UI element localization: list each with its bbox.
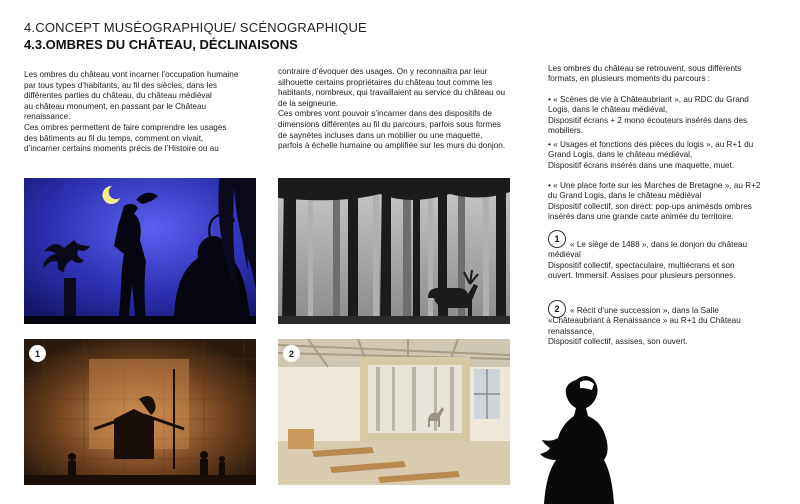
intro-paragraph-1: Les ombres du château vont incarner l’occupation humaine par tous types d’habitants, au fil des siècles, dans les différentes parties du château, du château médiéval au château monument, en passant par le Château renaissance. Ces ombres permettent de faire comprendre les usages des bâtiments au fil du temps, comment on vivait, d’incarner certains moments précis de l’Histoire ou au	[24, 70, 239, 154]
image-number-badge: 2	[283, 345, 300, 362]
item-siege-1488: « Le siège de 1488 », dans le donjon du château médiéval Dispositif collectif, spectaculaire, multiécrans et son ouvert. Immersif. Assises pour plusieurs personnes.	[548, 240, 748, 281]
item-recit-succession: « Récit d’une succession », dans la Salle «Châteaubriant à Renaissance » au R+1 du Château renaissance, Dispositif collectif, assises, son ouvert.	[548, 306, 741, 347]
shadow-theatre-night-image	[24, 178, 256, 324]
bullet-scenes-de-vie: • « Scènes de vie à Châteaubriant », au RDC du Grand Logis, dans le château médiéval, Dispositif écrans + 2 mono écouteurs insérés dans des mobiliers.	[548, 95, 749, 136]
page-title: 4.3.OMBRES DU CHÂTEAU, DÉCLINAISONS	[24, 37, 298, 52]
woman-silhouette-illustration	[528, 372, 628, 504]
forest-silhouette-image	[278, 178, 510, 324]
section-heading: 4.CONCEPT MUSÉOGRAPHIQUE/ SCÉNOGRAPHIQUE	[24, 20, 367, 35]
image-number-badge: 1	[29, 345, 46, 362]
intro-paragraph-2: contraire d’évoquer des usages. On y reconnaitra par leur silhouette certains propriétaires du château tout comme les habitants, nombreux, qui travaillaient au service du château ou de la seigneurie. Ces ombres vont pouvoir s’incarner dans des dispositifs de dimensions différentes au fil du parcours, parfois sous formes de saynètes incluses dans un mobilier ou une maquette, parfois à échelle humaine ou amplifiée sur les murs du donjon.	[278, 67, 506, 151]
item-number-badge: 1	[548, 230, 566, 248]
bullet-place-forte: • « Une place forte sur les Marches de Bretagne », au R+2 du Grand Logis, dans le château médiéval Dispositif collectif, son direct: pop-ups animésds ombres insérés dans une grande carte animée du territoire.	[548, 181, 761, 222]
siege-1488-room-image	[24, 339, 256, 485]
recit-succession-gallery-image	[278, 339, 510, 485]
bullet-usages-fonctions: • « Usages et fonctions des pièces du logis », au R+1 du Grand Logis, dans le château médiéval, Dispositif écrans insérés dans une maquette, muet.	[548, 140, 754, 170]
item-number-badge: 2	[548, 300, 566, 318]
right-intro: Les ombres du château se retrouvent, sous différents formats, en plusieurs moments du parcours :	[548, 64, 742, 84]
